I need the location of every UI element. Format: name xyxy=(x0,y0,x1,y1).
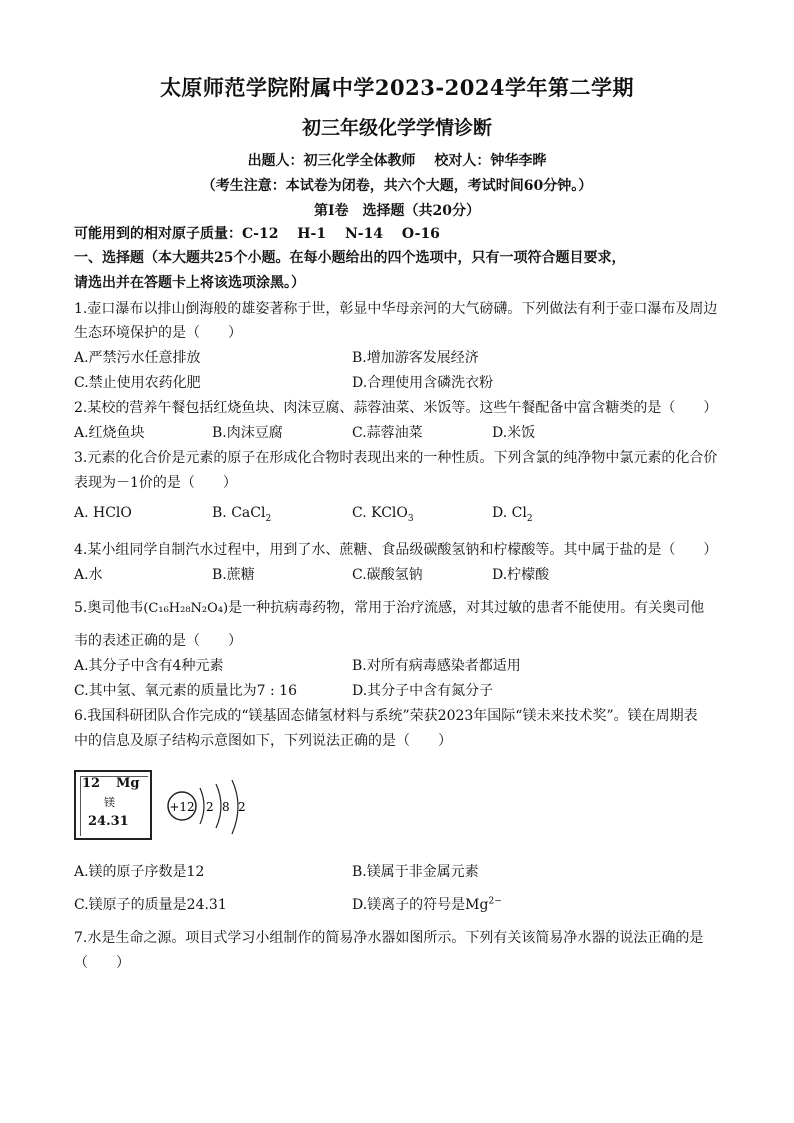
shell-arc-2 xyxy=(216,784,221,828)
shell-1-electrons: 2 xyxy=(206,800,214,814)
atomic-number: 12 xyxy=(82,776,101,791)
q3-option-d[interactable] xyxy=(492,505,533,524)
q3-option-b-sub: 2 xyxy=(265,513,272,524)
q5-formula: (C₁₆H₂₈N₂O₄) xyxy=(143,601,229,616)
q5-option-d[interactable]: D.其分子中含有氮分子 xyxy=(352,683,494,699)
question-6-stem-cont: 中的信息及原子结构示意图如下，下列说法正确的是（ ） xyxy=(74,733,452,749)
q1-option-d[interactable]: D.合理使用含磷洗衣粉 xyxy=(352,375,494,391)
q5-option-a[interactable]: A.其分子中含有4种元素 xyxy=(74,658,224,674)
q1-option-a[interactable]: A.严禁污水任意排放 xyxy=(74,350,201,366)
authors-line: 出题人：初三化学全体教师 校对人：钟华李晔 xyxy=(247,153,547,169)
q4-option-b[interactable]: B.蔗糖 xyxy=(212,567,255,583)
q3-option-c[interactable] xyxy=(352,505,414,524)
q6-option-b[interactable]: B.镁属于非金属元素 xyxy=(352,864,479,880)
q6-option-c[interactable]: C.镁原子的质量是24.31 xyxy=(74,897,227,913)
q5-stem-end: 是一种抗病毒药物，常用于治疗流感，对其过敏的患者不能使用。有关奥司他 xyxy=(228,600,705,616)
part1-heading: 一、选择题（本大题共25个小题。在每小题给出的四个选项中，只有一项符合题目要求， xyxy=(74,250,626,266)
q6-option-d-sup: 2− xyxy=(488,896,502,907)
part1-heading-cont: 请选出并在答题卡上将该选项涂黑。） xyxy=(74,275,305,291)
element-symbol: Mg xyxy=(116,776,140,791)
exam-subtitle: 初三年级化学学情诊断 xyxy=(301,117,492,139)
atomic-structure-diagram xyxy=(162,778,252,838)
q2-option-c[interactable]: C.蒜蓉油菜 xyxy=(352,425,423,441)
question-2-stem: 2.某校的营养午餐包括红烧鱼块、肉沫豆腐、蒜蓉油菜、米饭等。这些午餐配备中富含糖类的是（ ） xyxy=(74,400,718,416)
q2-option-d[interactable]: D.米饭 xyxy=(492,425,536,441)
shell-2-electrons: 8 xyxy=(222,800,230,814)
q4-option-c[interactable]: C.碳酸氢钠 xyxy=(352,567,423,583)
question-3-stem: 3.元素的化合价是元素的原子在形成化合物时表现出来的一种性质。下列含氯的纯净物中氯元素的化合价 xyxy=(74,450,718,466)
q4-option-a[interactable]: A.水 xyxy=(74,567,103,583)
q5-stem-start: 5.奥司他韦 xyxy=(74,600,144,616)
shell-3-electrons: 2 xyxy=(238,800,246,814)
periodic-table-cell xyxy=(74,770,152,840)
shell-arc-1 xyxy=(200,788,204,824)
atomic-masses: 可能用到的相对原子质量：C-12 H-1 N-14 O-16 xyxy=(74,226,440,242)
q3-option-b-text: B. CaCl xyxy=(212,505,266,521)
q3-option-a[interactable]: A. HClO xyxy=(74,505,132,521)
q1-option-c[interactable]: C.禁止使用农药化肥 xyxy=(74,375,201,391)
question-4-stem: 4.某小组同学自制汽水过程中，用到了水、蔗糖、食品级碳酸氢钠和柠檬酸等。其中属于盐的是（ ） xyxy=(74,542,718,558)
question-5-stem-cont: 韦的表述正确的是（ ） xyxy=(74,633,242,649)
exam-title: 太原师范学院附属中学2023-2024学年第二学期 xyxy=(159,75,635,100)
q3-option-c-sub: 3 xyxy=(407,513,414,524)
q6-option-d[interactable] xyxy=(352,894,502,914)
q4-option-d[interactable]: D.柠檬酸 xyxy=(492,567,550,583)
section-heading: 第Ⅰ卷 选择题（共20分） xyxy=(313,203,481,219)
question-3-stem-cont: 表现为－1价的是（ ） xyxy=(74,475,237,491)
q5-option-b[interactable]: B.对所有病毒感染者都适用 xyxy=(352,658,521,674)
q6-option-a[interactable]: A.镁的原子序数是12 xyxy=(74,864,205,880)
q5-option-c[interactable]: C.其中氢、氧元素的质量比为7 : 16 xyxy=(74,683,298,699)
q2-option-a[interactable]: A.红烧鱼块 xyxy=(74,425,145,441)
q3-option-d-text: D. Cl xyxy=(492,505,527,521)
question-1-stem: 1.壶口瀑布以排山倒海般的雄姿著称于世，彰显中华母亲河的大气磅礴。下列做法有利于壶口瀑布及周边 xyxy=(74,301,718,317)
exam-notice: （考生注意：本试卷为闭卷，共六个大题，考试时间60分钟。） xyxy=(201,178,593,194)
q2-option-b[interactable]: B.肉沫豆腐 xyxy=(212,425,283,441)
question-7-stem-cont: （ ） xyxy=(74,955,130,971)
question-6-stem: 6.我国科研团队合作完成的“镁基固态储氢材料与系统”荣获2023年国际“镁未来技术奖”。镁在周期表 xyxy=(74,708,698,724)
q6-option-d-text: D.镁离子的符号是Mg xyxy=(352,897,489,913)
question-7-stem: 7.水是生命之源。项目式学习小组制作的简易净水器如图所示。下列有关该简易净水器的说法正确的是 xyxy=(74,930,704,946)
q3-option-b[interactable] xyxy=(212,505,271,524)
nucleus-charge: +12 xyxy=(169,800,195,814)
atomic-mass: 24.31 xyxy=(88,814,129,829)
question-1-stem-cont: 生态环境保护的是（ ） xyxy=(74,325,242,341)
question-5-stem xyxy=(74,597,704,617)
q1-option-b[interactable]: B.增加游客发展经济 xyxy=(352,350,479,366)
q3-option-c-text: C. KClO xyxy=(352,505,408,521)
q3-option-d-sub: 2 xyxy=(526,513,533,524)
element-name: 镁 xyxy=(104,796,115,809)
